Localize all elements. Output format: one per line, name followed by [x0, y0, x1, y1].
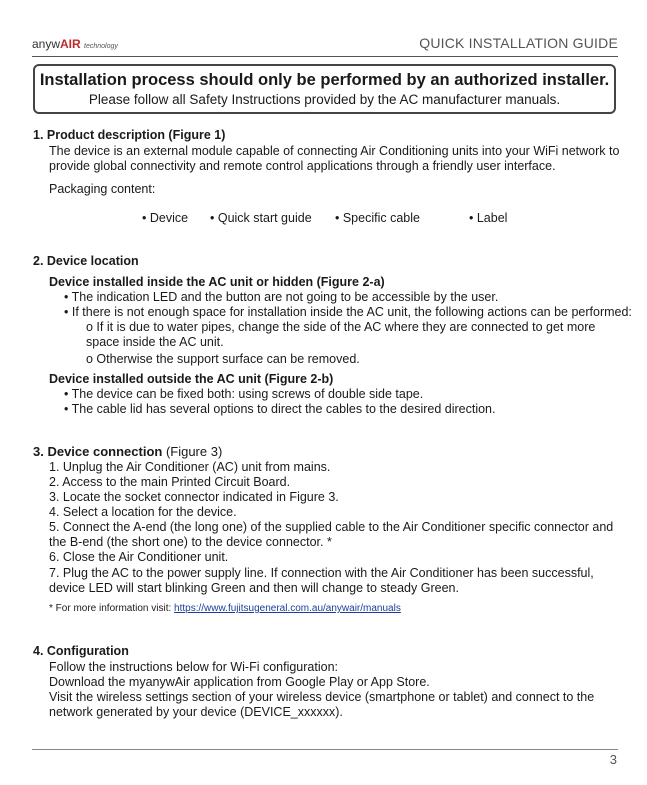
s1-text1: The device is an external module capable of connecting Air Conditioning units into your WiFi network to [49, 144, 620, 158]
s3-step7b: device LED will start blinking Green and then will change to steady Green. [49, 581, 459, 595]
packaging-label: Packaging content: [49, 182, 156, 196]
s2-heading: 2. Device location [33, 254, 139, 268]
s3-heading-rest: (Figure 3) [162, 444, 223, 459]
s2-a3b: space inside the AC unit. [86, 335, 224, 349]
footer-divider [32, 749, 618, 750]
s3-step2: 2. Access to the main Printed Circuit Board. [49, 475, 291, 489]
logo-air: AIR [60, 37, 81, 51]
s1-heading: 1. Product description (Figure 1) [33, 128, 226, 142]
s1-text2: provide global connectivity and remote control applications through a friendly user interface. [49, 159, 556, 173]
s2-a3: o If it is due to water pipes, change the side of the AC where they are connected to get more [86, 320, 596, 334]
note-prefix: * For more information visit: [49, 603, 175, 614]
banner-line1: Installation process should only be performed by an authorized installer. [39, 71, 610, 89]
package-item-device: • Device [142, 211, 189, 225]
s3-heading-bold: 3. Device connection [33, 444, 163, 459]
s3-step3: 3. Locate the socket connector indicated in Figure 3. [49, 490, 339, 504]
page-header [32, 34, 618, 57]
package-item-guide: • Quick start guide [210, 211, 312, 225]
logo-prefix: anyw [32, 37, 61, 51]
guide-title: QUICK INSTALLATION GUIDE [419, 35, 618, 51]
logo-suffix: technology [84, 43, 118, 50]
warning-banner [33, 64, 616, 114]
s2-a2: • If there is not enough space for installation inside the AC unit, the following actions can be performed: [64, 305, 632, 319]
manuals-link[interactable]: https://www.fujitsugeneral.com.au/anywair/manuals [174, 603, 401, 614]
s3-step5b: the B-end (the short one) to the device connector. * [49, 535, 332, 549]
s2-a4: o Otherwise the support surface can be removed. [86, 352, 360, 366]
s4-line4: network generated by your device (DEVICE_xxxxxx). [49, 705, 343, 719]
s3-step7: 7. Plug the AC to the power supply line. If connection with the Air Conditioner has been successful, [49, 566, 594, 580]
s4-line2: Download the myanywAir application from Google Play or App Store. [49, 675, 430, 689]
package-item-label: • Label [469, 211, 508, 225]
s3-step6: 6. Close the Air Conditioner unit. [49, 550, 229, 564]
s2-sub-a: Device installed inside the AC unit or hidden (Figure 2-a) [49, 275, 385, 289]
s4-line3: Visit the wireless settings section of your wireless device (smartphone or tablet) and connect to the [49, 690, 595, 704]
anywair-logo [32, 37, 118, 51]
banner-line2: Please follow all Safety Instructions provided by the AC manufacturer manuals. [88, 92, 561, 107]
s3-step1: 1. Unplug the Air Conditioner (AC) unit from mains. [49, 460, 331, 474]
s2-b2: • The cable lid has several options to direct the cables to the desired direction. [64, 402, 496, 416]
s3-heading [33, 444, 222, 459]
s2-b1: • The device can be fixed both: using screws of double side tape. [64, 387, 424, 401]
s2-sub-b: Device installed outside the AC unit (Figure 2-b) [49, 372, 334, 386]
s4-heading: 4. Configuration [33, 644, 129, 658]
s4-line1: Follow the instructions below for Wi-Fi configuration: [49, 660, 339, 674]
s3-step5: 5. Connect the A-end (the long one) of the supplied cable to the Air Conditioner specific connector and [49, 520, 614, 534]
s3-note [49, 601, 401, 616]
package-item-cable: • Specific cable [335, 211, 420, 225]
s2-a1: • The indication LED and the button are not going to be accessible by the user. [64, 290, 499, 304]
page-number: 3 [609, 752, 617, 767]
s3-step4: 4. Select a location for the device. [49, 505, 237, 519]
